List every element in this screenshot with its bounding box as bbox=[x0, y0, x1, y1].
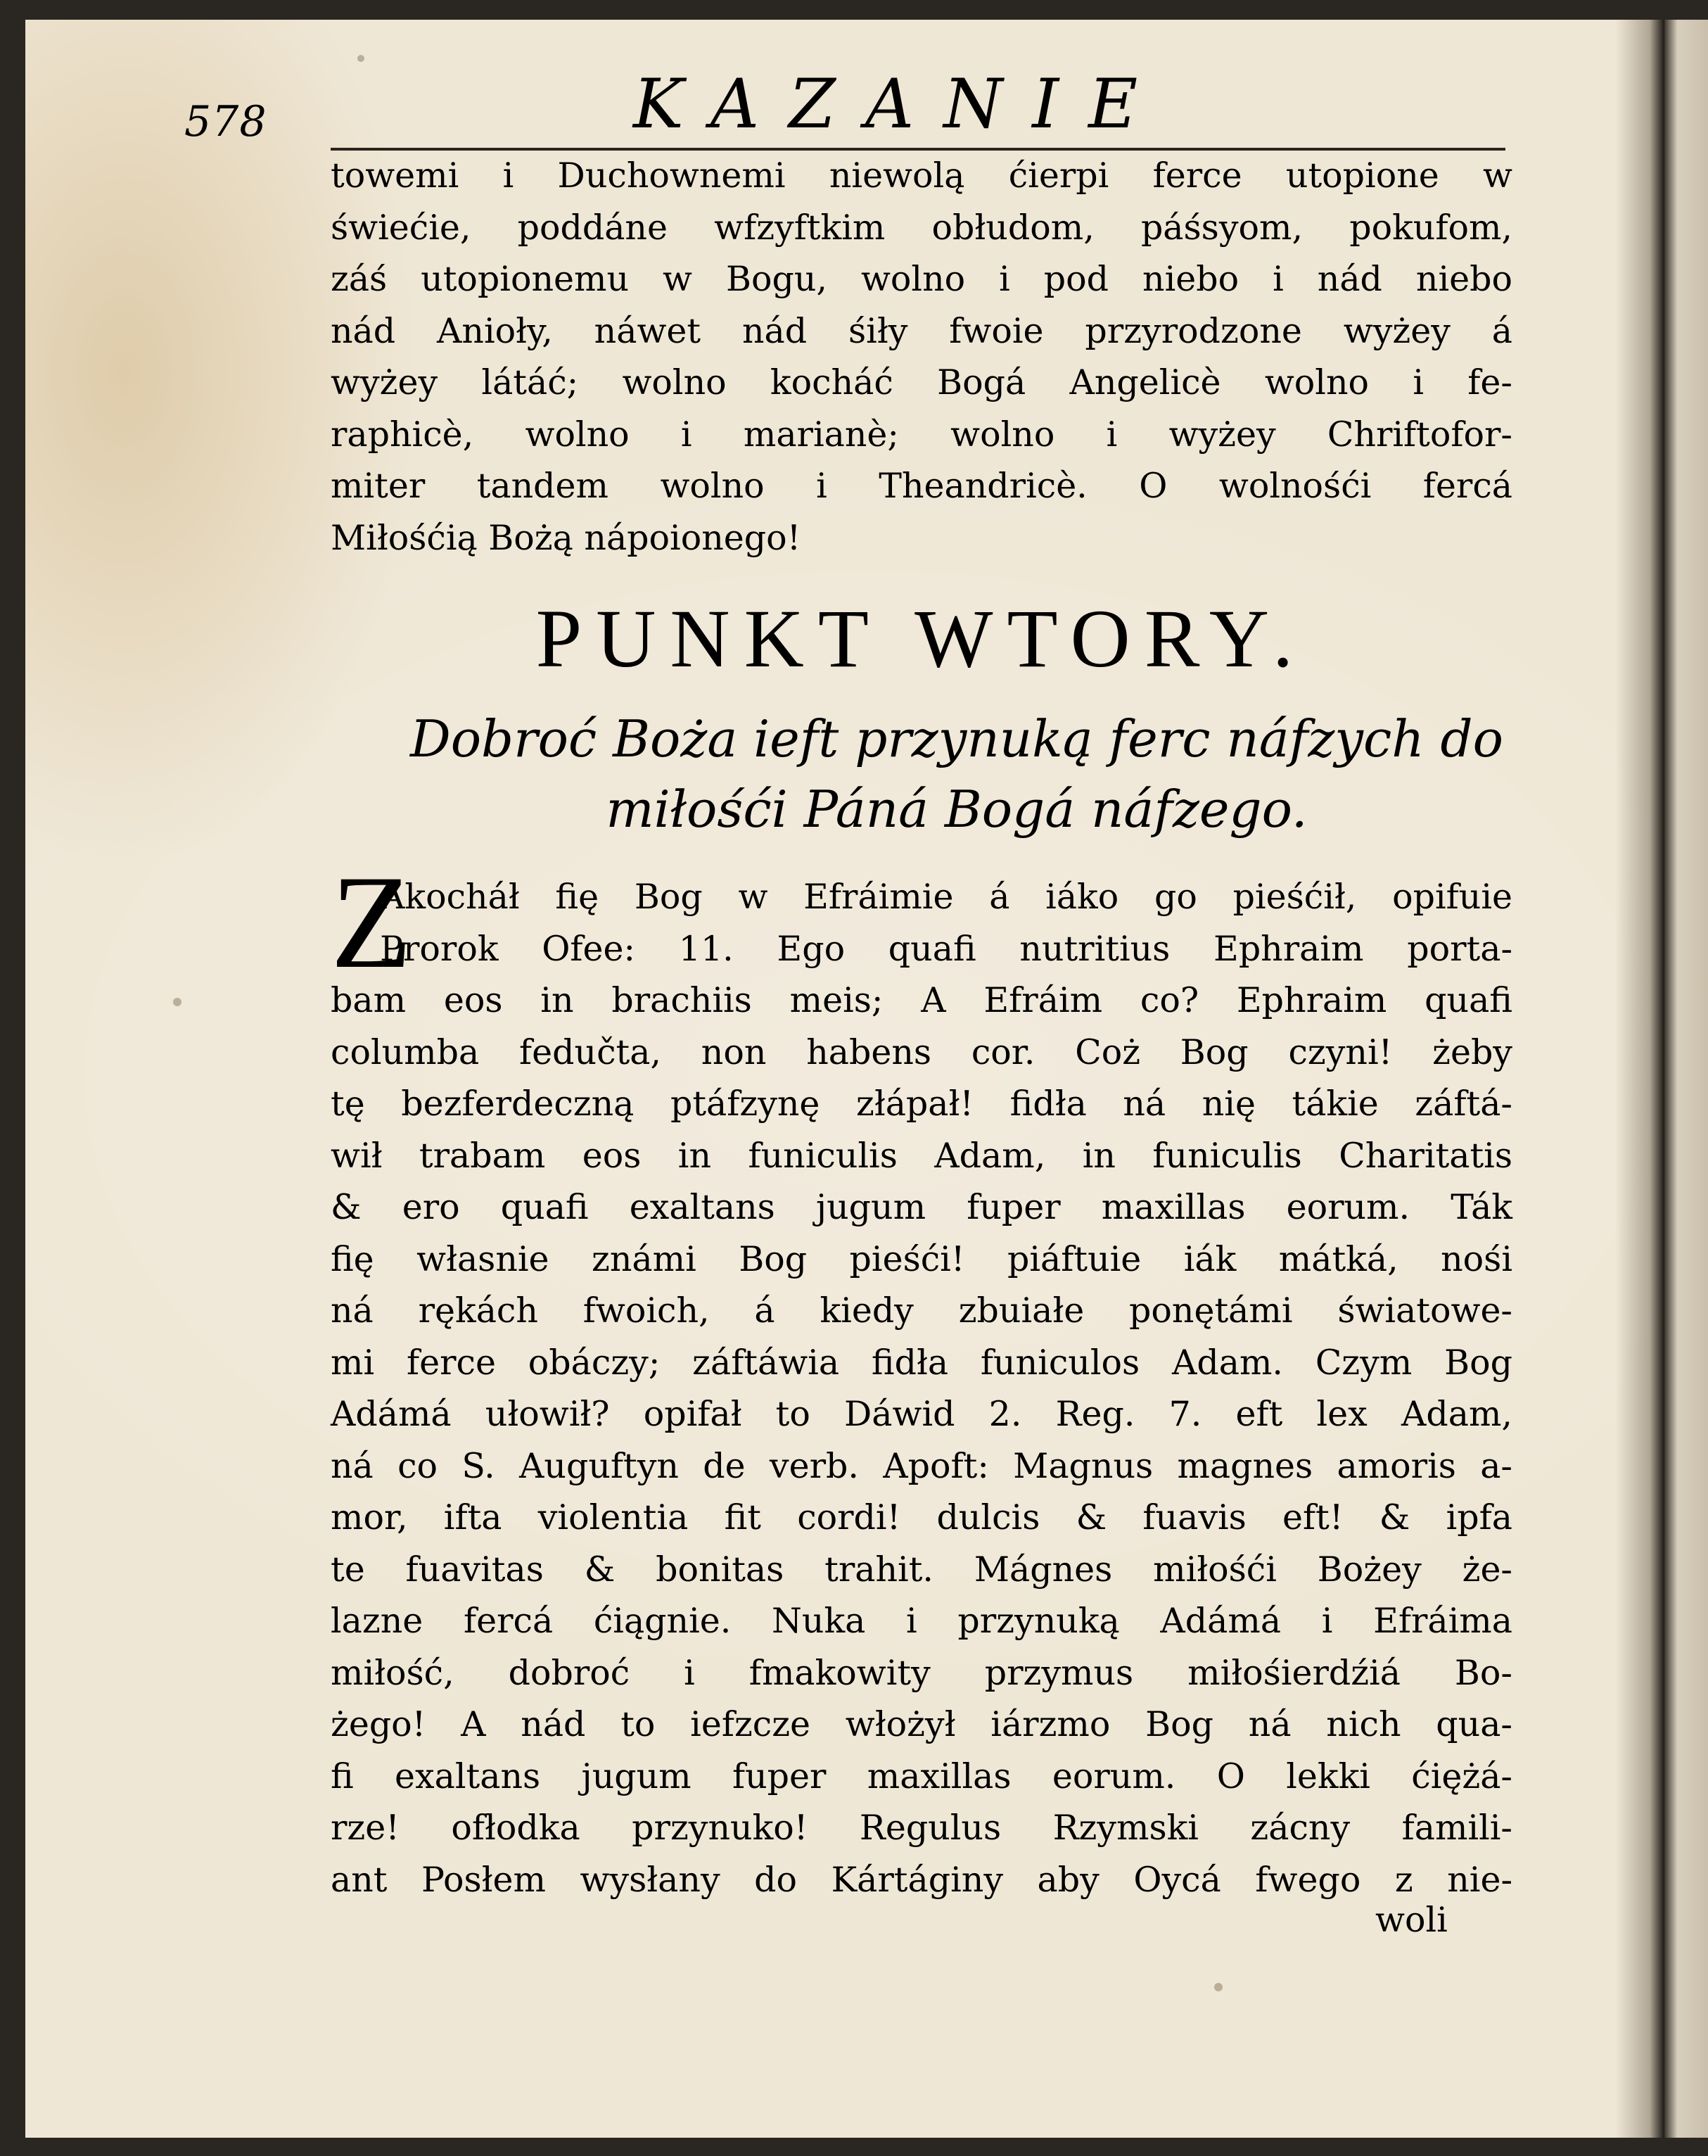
ink-spot bbox=[173, 998, 181, 1006]
text-line: tę bezferdeczną ptáfzynę złápał! fidła ná nię tákie záftá- bbox=[331, 1084, 1512, 1124]
text-line: Miłośćią Bożą nápoionego! bbox=[331, 517, 801, 558]
text-line: wił trabam eos in funiculis Adam, in funiculis Charitatis bbox=[331, 1135, 1512, 1176]
text-line: Adámá ułowił? opifał to Dáwid 2. Reg. 7. eft lex Adam, bbox=[331, 1394, 1512, 1434]
text-line: miłość, dobroć i fmakowity przymus miłośierdźiá Bo- bbox=[331, 1652, 1512, 1693]
text-line: fię własnie známi Bog pieśći! piáftuie iák mátká, nośi bbox=[331, 1238, 1512, 1279]
ink-spot bbox=[1214, 1983, 1223, 1991]
text-line: lazne fercá ćiągnie. Nuka i przynuką Adámá i Efráima bbox=[331, 1601, 1512, 1641]
subtitle-line: Dobroć Boża ieft przynuką ferc náfzych do bbox=[409, 709, 1503, 768]
drop-cap: Z bbox=[331, 849, 413, 996]
running-head: KAZANIE bbox=[633, 65, 1168, 144]
section-heading: PUNKT WTORY. bbox=[535, 592, 1308, 685]
text-line: ná rękách fwoich, á kiedy zbuiałe ponętámi światowe- bbox=[331, 1291, 1512, 1331]
section-subtitle bbox=[394, 704, 1519, 844]
text-line: záś utopionemu w Bogu, wolno i pod niebo i nád niebo bbox=[331, 259, 1512, 299]
text-line: & ero quafi exaltans jugum fuper maxillas eorum. Ták bbox=[331, 1187, 1512, 1227]
text-line: mi ferce obáczy; záftáwia fidła funiculos Adam. Czym Bog bbox=[331, 1342, 1512, 1383]
catchword: woli bbox=[1375, 1900, 1448, 1940]
text-line: bam eos in brachiis meis; A Efráim co? Ephraim quafi bbox=[331, 980, 1512, 1020]
text-line: te fuavitas & bonitas trahit. Mágnes miłośći Bożey że- bbox=[331, 1549, 1512, 1590]
next-page-edge bbox=[1664, 20, 1708, 2138]
text-line: wyżey látáć; wolno kocháć Bogá Angelicè wolno i fe- bbox=[331, 362, 1512, 402]
text-line: Akocháł fię Bog w Efráimie á iáko go pieśćił, opifuie bbox=[380, 877, 1512, 917]
paragraph-1 bbox=[331, 150, 1512, 564]
paragraph-2 bbox=[331, 975, 1512, 1905]
paragraph-2-opening bbox=[380, 871, 1512, 975]
text-line: ant Posłem wysłany do Kártáginy aby Oycá fwego z nie- bbox=[331, 1859, 1512, 1900]
page-gutter-shadow bbox=[1615, 20, 1664, 2138]
text-line: ná co S. Auguftyn de verb. Apoft: Magnus magnes amoris a- bbox=[331, 1445, 1512, 1486]
text-line: żego! A nád to iefzcze włożył iárzmo Bog ná nich qua- bbox=[331, 1704, 1512, 1744]
ink-spot bbox=[357, 55, 364, 62]
subtitle-line: miłośći Páná Bogá náfzego. bbox=[606, 780, 1308, 839]
text-line: columba fedučta, non habens cor. Coż Bog czyni! żeby bbox=[331, 1032, 1512, 1072]
text-line: mor, ifta violentia fit cordi! dulcis & fuavis eft! & ipfa bbox=[331, 1497, 1512, 1537]
text-line: miter tandem wolno i Theandricè. O wolnośći fercá bbox=[331, 466, 1512, 506]
page-number: 578 bbox=[184, 97, 267, 146]
text-line: fi exaltans jugum fuper maxillas eorum. O lekki ćiężá- bbox=[331, 1756, 1512, 1796]
text-line: Prorok Ofee: 11. Ego quafi nutritius Ephraim porta- bbox=[380, 928, 1512, 969]
text-line: świećie, poddáne wfzyftkim obłudom, páśsyom, pokufom, bbox=[331, 207, 1512, 248]
text-line: raphicè, wolno i marianè; wolno i wyżey Chriftofor- bbox=[331, 414, 1512, 455]
text-line: nád Anioły, náwet nád śiły fwoie przyrodzone wyżey á bbox=[331, 310, 1512, 351]
text-line: towemi i Duchownemi niewolą ćierpi ferce utopione w bbox=[331, 156, 1512, 196]
text-line: rze! ofłodka przynuko! Regulus Rzymski zácny famili- bbox=[331, 1808, 1512, 1848]
